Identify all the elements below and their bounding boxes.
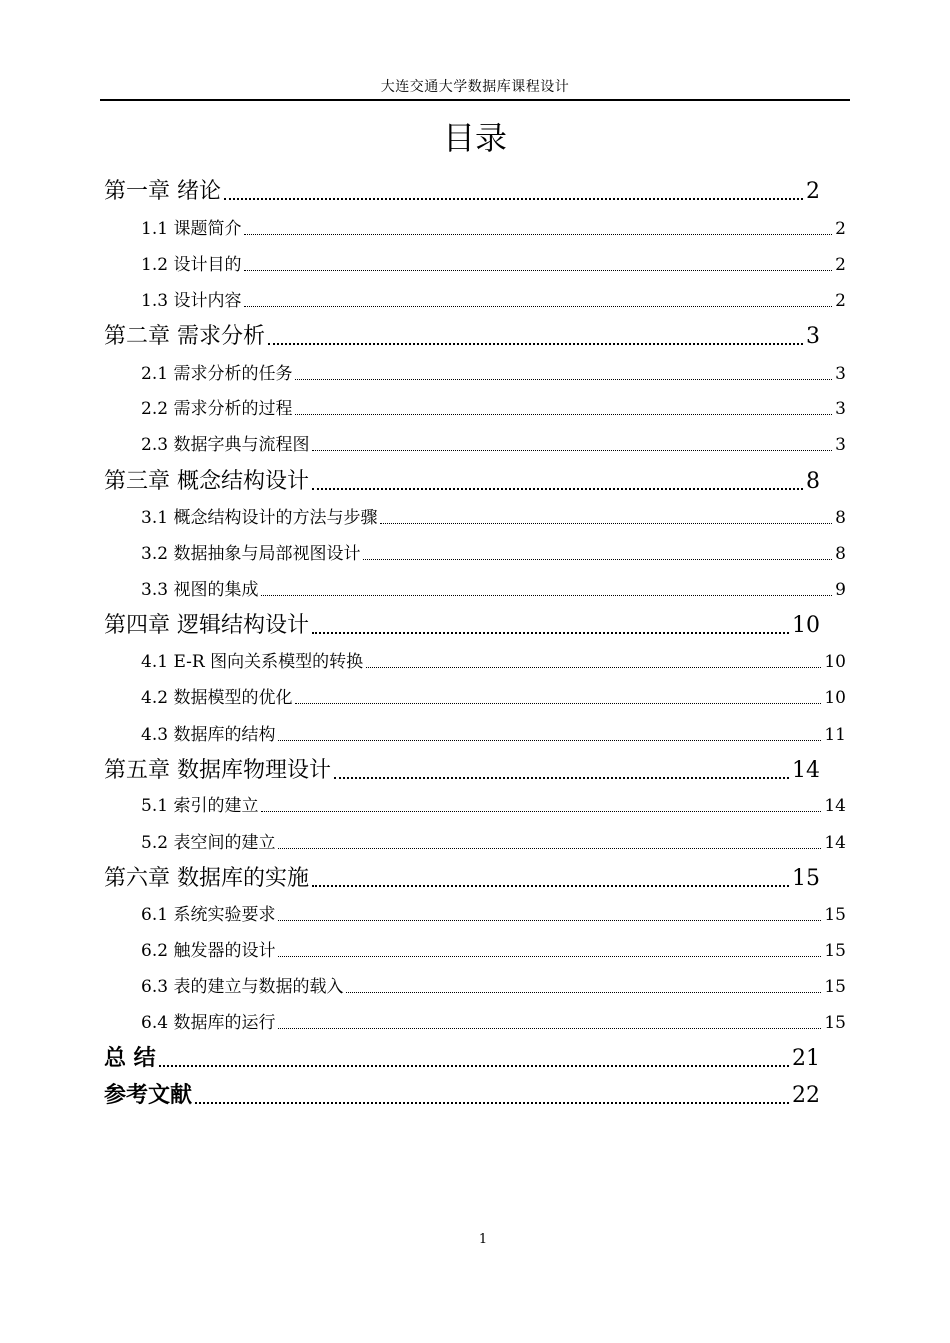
toc-chapter-title: 第四章 逻辑结构设计: [104, 613, 309, 638]
dot-leader: [159, 1065, 789, 1067]
dot-leader: [261, 595, 832, 596]
toc-section-title: 3.1 概念结构设计的方法与步骤: [141, 508, 378, 528]
dot-leader: [312, 488, 803, 490]
dot-leader: [261, 811, 821, 812]
toc-section-4-2[interactable]: [141, 686, 846, 710]
dot-leader: [195, 1102, 789, 1104]
dot-leader: [278, 1028, 821, 1029]
toc-backmatter-title: 总 结: [104, 1046, 156, 1071]
toc-page-number: 9: [835, 580, 846, 600]
dot-leader: [278, 920, 821, 921]
toc-chapter-4[interactable]: [104, 612, 820, 640]
toc-section-title: 5.1 索引的建立: [141, 796, 259, 816]
toc-section-1-1[interactable]: [141, 217, 846, 241]
dot-leader: [244, 270, 832, 271]
toc-page-number: 2: [806, 179, 820, 204]
toc-section-title: 4.1 E-R 图向关系模型的转换: [141, 652, 364, 672]
toc-page-number: 15: [824, 941, 846, 961]
toc-section-6-3[interactable]: [141, 975, 846, 999]
dot-leader: [268, 343, 803, 345]
dot-leader: [278, 956, 821, 957]
toc-section-1-2[interactable]: [141, 253, 846, 277]
toc-section-title: 6.2 触发器的设计: [141, 941, 276, 961]
toc-page-number: 3: [835, 435, 846, 455]
toc-page-number: 14: [824, 796, 846, 816]
toc-section-5-2[interactable]: [141, 831, 846, 855]
toc-section-2-2[interactable]: [141, 397, 846, 421]
toc-chapter-title: 第二章 需求分析: [104, 324, 265, 349]
toc-chapter-title: 第一章 绪论: [104, 179, 221, 204]
page-number: 1: [478, 1232, 488, 1247]
toc-chapter-title: 第三章 概念结构设计: [104, 469, 309, 494]
toc-page-number: 8: [806, 469, 820, 494]
toc-section-title: 4.2 数据模型的优化: [141, 688, 293, 708]
toc-page-number: 15: [824, 1013, 846, 1033]
toc-section-1-3[interactable]: [141, 289, 846, 313]
toc-section-5-1[interactable]: [141, 794, 846, 818]
toc-page-number: 2: [835, 219, 846, 239]
toc-chapter-title: 第五章 数据库物理设计: [104, 758, 331, 783]
toc-page-number: 14: [792, 758, 820, 783]
toc-page-number: 15: [792, 866, 820, 891]
toc-page-number: 2: [835, 255, 846, 275]
toc-section-title: 1.3 设计内容: [141, 291, 242, 311]
toc-section-title: 2.2 需求分析的过程: [141, 399, 293, 419]
dot-leader: [380, 523, 832, 524]
toc-section-title: 2.3 数据字典与流程图: [141, 435, 310, 455]
toc-section-title: 4.3 数据库的结构: [141, 725, 276, 745]
dot-leader: [278, 740, 821, 741]
dot-leader: [295, 379, 832, 380]
dot-leader: [244, 234, 832, 235]
toc-chapter-title: 第六章 数据库的实施: [104, 866, 309, 891]
dot-leader: [244, 306, 832, 307]
toc-section-4-1[interactable]: [141, 650, 846, 674]
toc-chapter-3[interactable]: [104, 468, 820, 496]
toc-page-number: 21: [792, 1046, 820, 1071]
toc-section-title: 3.2 数据抽象与局部视图设计: [141, 544, 361, 564]
toc-page-number: 11: [824, 725, 846, 745]
header-rule: [100, 99, 850, 101]
toc-page-number: 10: [792, 613, 820, 638]
toc-chapter-5[interactable]: [104, 757, 820, 785]
toc-page-number: 3: [835, 364, 846, 384]
toc-chapter-2[interactable]: [104, 323, 820, 351]
toc-summary[interactable]: [104, 1045, 820, 1073]
toc-section-title: 5.2 表空间的建立: [141, 833, 276, 853]
toc-section-title: 1.1 课题简介: [141, 219, 242, 239]
toc-page-number: 10: [824, 652, 846, 672]
toc-section-title: 3.3 视图的集成: [141, 580, 259, 600]
toc-backmatter-title: 参考文献: [104, 1083, 193, 1108]
toc-title: 目录: [442, 119, 507, 157]
toc-section-6-2[interactable]: [141, 939, 846, 963]
toc-page-number: 8: [835, 508, 846, 528]
toc-section-title: 2.1 需求分析的任务: [141, 364, 293, 384]
toc-section-6-4[interactable]: [141, 1011, 846, 1035]
toc-section-2-3[interactable]: [141, 433, 846, 457]
dot-leader: [312, 632, 789, 634]
dot-leader: [295, 703, 821, 704]
toc-section-3-2[interactable]: [141, 542, 846, 566]
toc-page-number: 14: [824, 833, 846, 853]
toc-section-3-1[interactable]: [141, 506, 846, 530]
toc-page-number: 15: [824, 977, 846, 997]
toc-chapter-1[interactable]: [104, 178, 820, 206]
dot-leader: [346, 992, 821, 993]
dot-leader: [312, 450, 832, 451]
dot-leader: [312, 885, 789, 887]
toc-page-number: 8: [835, 544, 846, 564]
toc-references[interactable]: [104, 1082, 820, 1110]
toc-section-3-3[interactable]: [141, 578, 846, 602]
dot-leader: [363, 559, 832, 560]
toc-page-number: 3: [806, 324, 820, 349]
dot-leader: [278, 848, 821, 849]
toc-page-number: 22: [792, 1083, 820, 1108]
toc-page-number: 3: [835, 399, 846, 419]
dot-leader: [295, 414, 832, 415]
toc-page-number: 15: [824, 905, 846, 925]
dot-leader: [334, 777, 789, 779]
toc-section-title: 6.3 表的建立与数据的载入: [141, 977, 344, 997]
toc-section-title: 6.1 系统实验要求: [141, 905, 276, 925]
dot-leader: [224, 198, 803, 200]
running-header: 大连交通大学数据库课程设计: [380, 79, 570, 95]
toc-section-title: 1.2 设计目的: [141, 255, 242, 275]
toc-section-6-1[interactable]: [141, 903, 846, 927]
dot-leader: [366, 667, 821, 668]
toc-section-2-1[interactable]: [141, 362, 846, 386]
toc-page-number: 10: [824, 688, 846, 708]
toc-section-title: 6.4 数据库的运行: [141, 1013, 276, 1033]
toc-chapter-6[interactable]: [104, 865, 820, 893]
toc-page-number: 2: [835, 291, 846, 311]
toc-section-4-3[interactable]: [141, 723, 846, 747]
